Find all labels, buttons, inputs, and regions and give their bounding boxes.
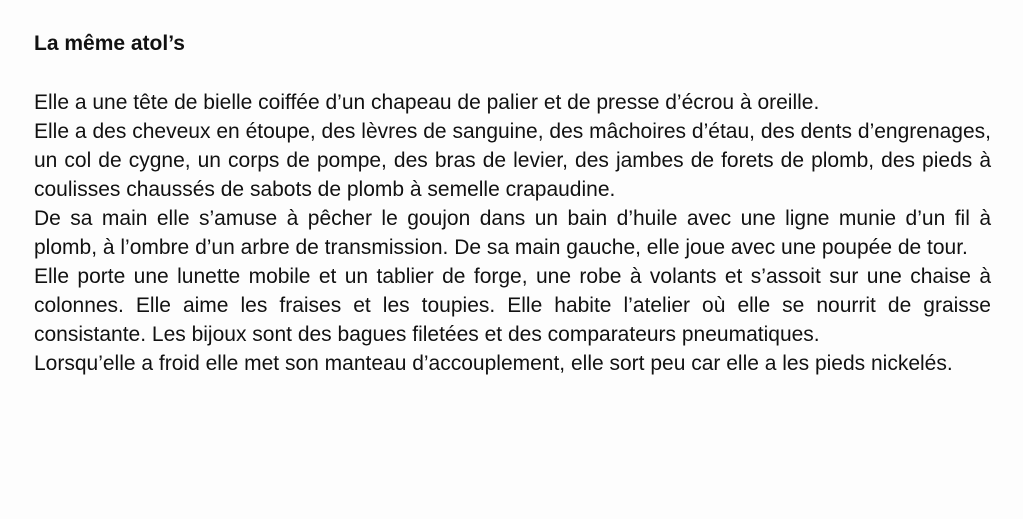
paragraph-3: De sa main elle s’amuse à pêcher le goujon dans un bain d’huile avec une ligne munie d’un fil à plomb, à l’ombre d’un arbre de transmission. De sa main gauche, elle joue avec une poupée de tour. (34, 207, 991, 259)
paragraph-2: Elle a des cheveux en étoupe, des lèvres de sanguine, des mâchoires d’étau, des dents d’engrenages, un col de cygne, un corps de pompe, des bras de levier, des jambes de forets de plomb, des pieds à coulisses chaussés de sabots de plomb à semelle crapaudine. (34, 120, 991, 201)
document-title: La même atol’s (34, 32, 185, 55)
paragraph-5: Lorsqu’elle a froid elle met son manteau d’accouplement, elle sort peu car elle a les pieds nickelés. (34, 352, 953, 375)
paragraph-4: Elle porte une lunette mobile et un tablier de forge, une robe à volants et s’assoit sur une chaise à colonnes. Elle aime les fraises et les toupies. Elle habite l’atelier où elle se nourrit de graisse consistante. Les bijoux sont des bagues filetées et des comparateurs pneumatiques. (34, 265, 991, 346)
paragraph-1: Elle a une tête de bielle coiffée d’un chapeau de palier et de presse d’écrou à oreille. (34, 91, 820, 114)
document-body (34, 88, 991, 378)
